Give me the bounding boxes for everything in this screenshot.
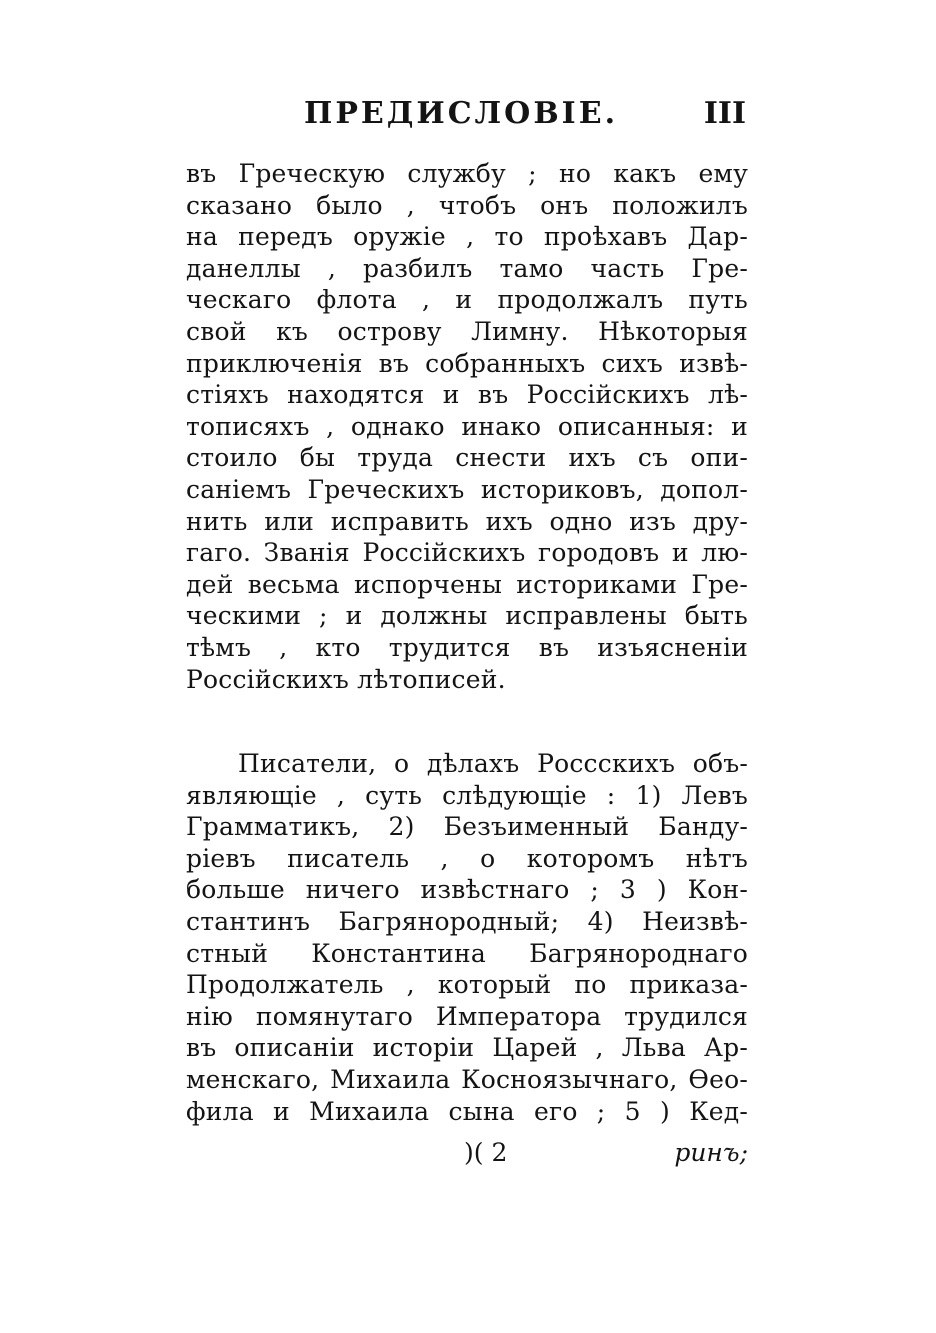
text-line: ріевъ писатель , о которомъ нѣтъ <box>186 843 748 873</box>
text-line: больше ничего извѣстнаго ; 3 ) Кон- <box>186 875 748 905</box>
text-line: Россійскихъ лѣтописей. <box>186 664 506 694</box>
text-line: стный Константина Багрянороднаго <box>186 938 748 968</box>
text-line: въ описаніи исторіи Царей , Льва Ар- <box>186 1033 748 1063</box>
signature-mark: )( 2 <box>464 1138 508 1167</box>
text-line: приключенія въ собранныхъ сихъ извѣ- <box>186 348 748 378</box>
running-head <box>186 96 746 136</box>
paragraph-2 <box>186 748 748 1127</box>
page-number: III <box>703 96 746 131</box>
paragraph-1 <box>186 158 748 695</box>
text-line: ческими ; и должны исправлены быть <box>186 601 748 631</box>
text-line: въ Греческую службу ; но какъ ему <box>186 159 748 188</box>
text-line: стантинъ Багрянородный; 4) Неизвѣ- <box>186 906 748 936</box>
text-line: фила и Михаила сына его ; 5 ) Кед- <box>186 1096 748 1126</box>
text-line: являющіе , суть слѣдующіе : 1) Левъ <box>186 780 748 810</box>
text-line: сказано было , чтобъ онъ положилъ <box>186 190 748 220</box>
text-line: на передъ оружіе , то проѣхавъ Дар- <box>186 222 748 252</box>
text-line: дей весьма испорчены историками Гре- <box>186 569 748 599</box>
catchword: ринъ; <box>674 1138 748 1167</box>
text-line: саніемъ Греческихъ историковъ, допол- <box>186 474 748 504</box>
text-line: ческаго флота , и продолжалъ путь <box>186 285 748 315</box>
running-head-title: ПРЕДИСЛОВІЕ. <box>304 96 619 131</box>
text-line: данеллы , разбилъ тамо часть Гре- <box>186 253 748 283</box>
text-line: тописяхъ , однако инако описанныя: и <box>186 411 748 441</box>
text-line: стіяхъ находятся и въ Россійскихъ лѣ- <box>186 380 748 410</box>
text-line: менскаго, Михаила Косноязычнаго, Ѳео- <box>186 1064 748 1094</box>
text-line: гаго. Званія Россійскихъ городовъ и лю- <box>186 538 748 568</box>
text-line: свой къ острову Лимну. Нѣкоторыя <box>186 316 748 346</box>
text-line: Писатели, о дѣлахъ Россскихъ объ- <box>238 749 748 778</box>
page-footer <box>186 1136 748 1170</box>
text-line: Грамматикъ, 2) Безъименный Банду- <box>186 812 748 842</box>
text-line: Продолжатель , который по приказа- <box>186 970 748 1000</box>
text-line: нію помянутаго Императора трудился <box>186 1001 748 1031</box>
text-line: нить или исправить ихъ одно изъ дру- <box>186 506 748 536</box>
text-line: стоило бы труда снести ихъ съ опи- <box>186 443 748 473</box>
text-line: тѣмъ , кто трудится въ изъясненіи <box>186 632 748 662</box>
